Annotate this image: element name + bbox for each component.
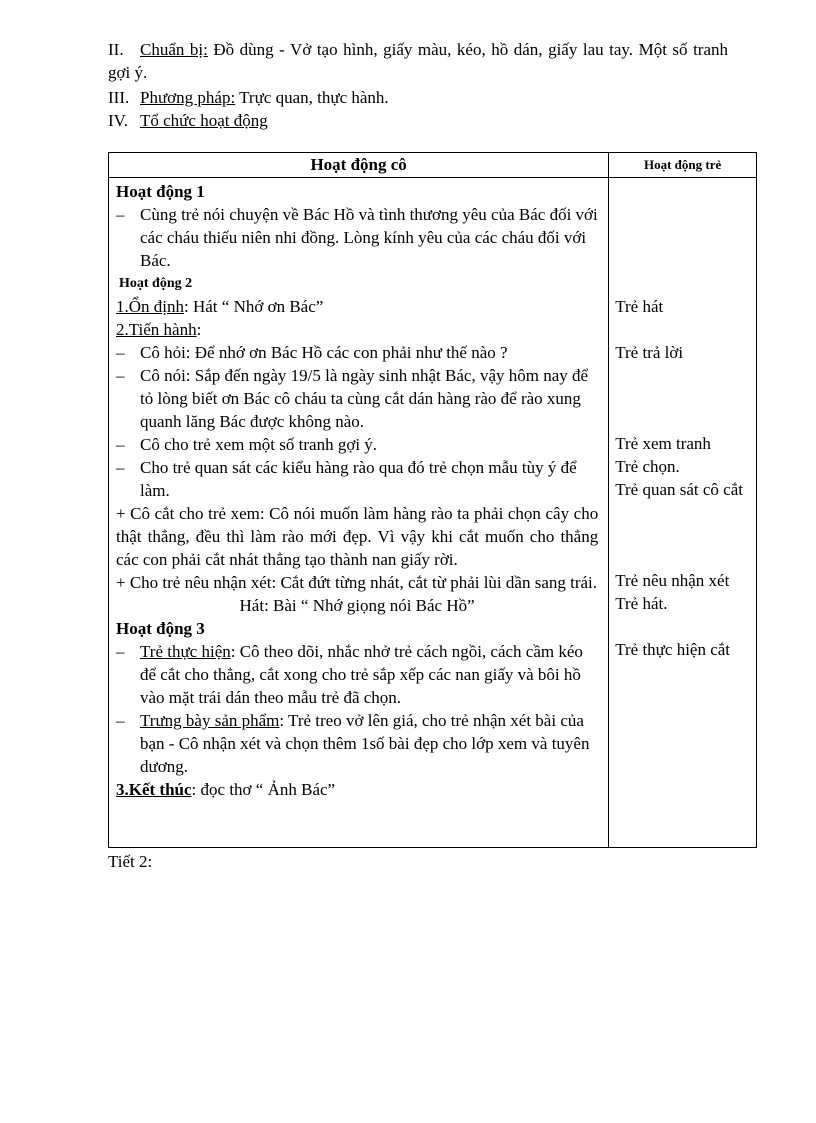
section-text: Trực quan, thực hành. [235, 88, 389, 107]
header-teacher-activity: Hoạt động cô [109, 153, 609, 178]
activity-1-title: Hoạt động 1 [116, 182, 205, 201]
child-activity-cell [609, 178, 757, 848]
child-note: Trẻ xem tranh [615, 434, 711, 453]
activity-table [108, 152, 757, 848]
child-note: Trẻ trả lời [615, 343, 684, 362]
child-note: Trẻ hát [615, 297, 664, 316]
activity-3-item: – Trẻ thực hiện: Cô theo dõi, nhắc nhở trẻ cách ngồi, cách cầm kéo để cắt cho thẳng, cắt xong cho trẻ sắp xếp các nan giấy và bôi hồ vào mặt trái dán theo mẫu trẻ đã chọn. [116, 642, 583, 707]
child-note: Trẻ quan sát cô cắt [615, 480, 744, 499]
activity-2-item: – Cô hỏi: Để nhớ ơn Bác Hồ các con phải như thế nào ? [116, 343, 508, 362]
tien-hanh-line: 2.Tiến hành: [116, 320, 202, 339]
activity-2-item: – Cho trẻ quan sát các kiểu hàng rào qua đó trẻ chọn mẫu tùy ý để làm. [116, 458, 577, 500]
child-note: Trẻ thực hiện cắt [615, 640, 731, 659]
footer-lesson-label: Tiết 2: [108, 852, 153, 871]
section-text: Đồ dùng - Vở tạo hình, giấy màu, kéo, hồ dán, giấy lau tay. Một số tranh gợi ý. [108, 40, 728, 82]
table-header-row [109, 153, 757, 178]
section-label: Tổ chức hoạt động [140, 111, 268, 130]
activity-3-title: Hoạt động 3 [116, 619, 205, 638]
section-label: Phương pháp: [140, 88, 236, 107]
table-body-row [109, 178, 757, 848]
on-dinh-line: 1.Ổn định: Hát “ Nhớ ơn Bác” [116, 297, 324, 316]
section-number: III. [108, 88, 130, 107]
activity-3-item: – Trưng bày sản phẩm: Trẻ treo vở lên giá, cho trẻ nhận xét bài của bạn - Cô nhận xét và chọn thêm 1số bài đẹp cho lớp xem và tuyên dương. [116, 711, 590, 776]
child-note: Trẻ hát. [615, 594, 668, 613]
ket-thuc-line: 3.Kết thúc: đọc thơ “ Ảnh Bác” [116, 780, 336, 799]
section-organization [108, 109, 728, 132]
activity-2-plus-item: + Cô cắt cho trẻ xem: Cô nói muốn làm hàng rào ta phải chọn cây cho thật thẳng, đều thì làm rào mới đẹp. Vì vậy khi cắt muốn cho thẳng các con phải cắt nhát thẳng tạo thành nan giấy rời. [116, 504, 599, 569]
section-number: II. [108, 40, 124, 59]
header-child-activity: Hoạt động trẻ [609, 153, 757, 178]
section-preparation [108, 38, 728, 84]
section-label: Chuẩn bị: [140, 40, 208, 59]
teacher-activity-cell [109, 178, 609, 848]
activity-2-item: – Cô cho trẻ xem một số tranh gợi ý. [116, 435, 378, 454]
activity-1-item: – Cùng trẻ nói chuyện về Bác Hồ và tình thương yêu của Bác đối với các cháu thiếu niên nhi đồng. Lòng kính yêu của các cháu đối với Bác. [116, 205, 598, 270]
section-number: IV. [108, 111, 128, 130]
child-note: Trẻ nêu nhận xét [615, 571, 730, 590]
child-note: Trẻ chọn. [615, 457, 680, 476]
song-line: Hát: Bài “ Nhớ giọng nói Bác Hồ” [239, 596, 475, 615]
activity-2-plus-item: + Cho trẻ nêu nhận xét: Cắt đứt từng nhát, cắt từ phải lùi dần sang trái. [116, 573, 598, 592]
dash-marker: – [116, 205, 125, 224]
section-method [108, 86, 728, 109]
activity-2-title: Hoạt động 2 [119, 276, 193, 291]
activity-2-item: – Cô nói: Sắp đến ngày 19/5 là ngày sinh nhật Bác, vậy hôm nay để tỏ lòng biết ơn Bác cô cháu ta cùng cắt dán hàng rào để rào xung quanh lăng Bác được không nào. [116, 366, 589, 431]
